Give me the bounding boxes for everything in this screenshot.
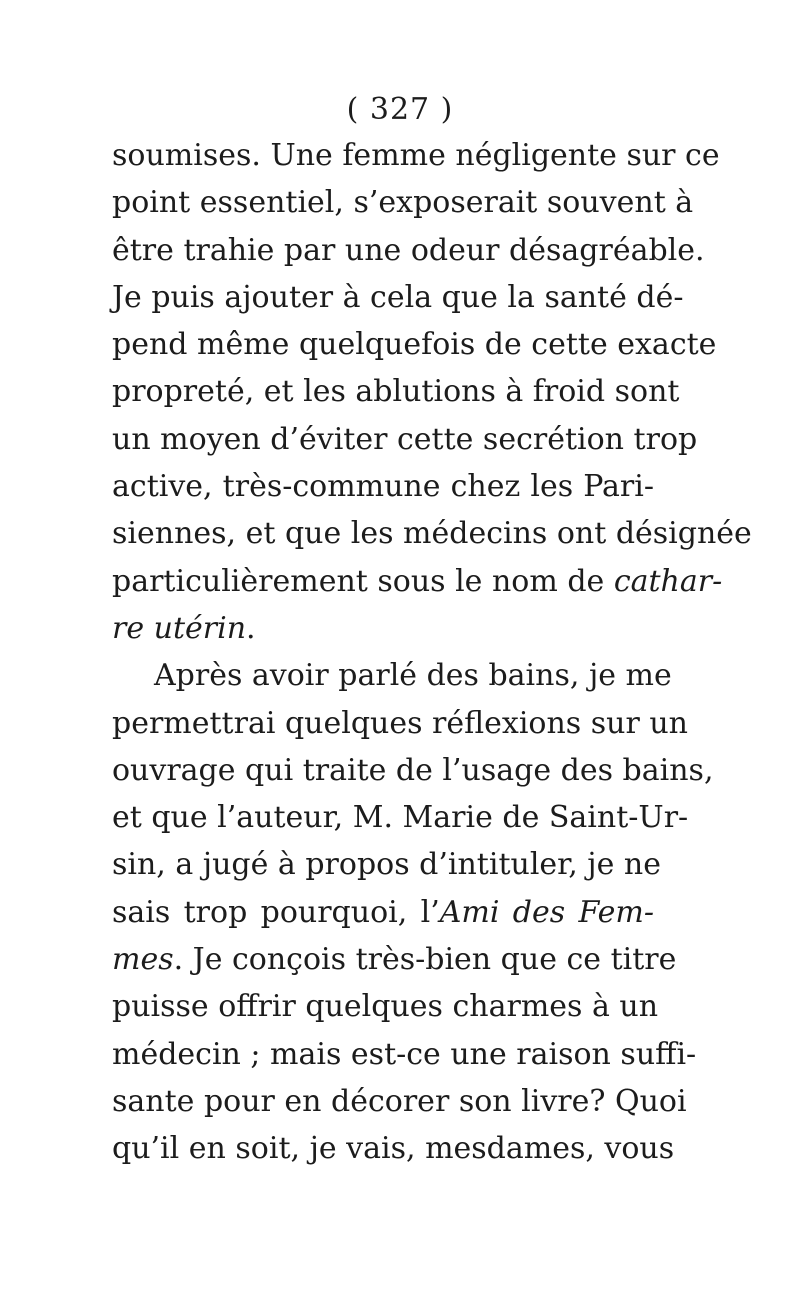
text-line: qu’il en soit, je vais, mesdames, vous [112, 1131, 675, 1167]
text-line: être trahie par une odeur désagréable. [112, 232, 705, 268]
italic-text: Ami des Fem- [439, 894, 654, 930]
text-line: point essentiel, s’exposerait souvent à [112, 185, 694, 221]
text-line: sante pour en décorer son livre? Quoi [112, 1083, 687, 1119]
text-line: Je puis ajouter à cela que la santé dé- [112, 279, 684, 315]
text-line: et que l’auteur, M. Marie de Saint-Ur- [112, 800, 689, 836]
italic-text: mes [112, 942, 174, 978]
text-line: médecin ; mais est-ce une raison suffi- [112, 1036, 697, 1072]
text-line: ouvrage qui traite de l’usage des bains, [112, 752, 714, 788]
text-line: siennes, et que les médecins ont désignée [112, 516, 752, 552]
text-line: sin, a jugé à propos d’intituler, je ne [112, 847, 661, 883]
text-line: permettrai quelques réflexions sur un [112, 705, 688, 741]
text-line [112, 605, 654, 652]
text-line: propreté, et les ablutions à froid sont [112, 374, 680, 410]
line-text: . [246, 610, 256, 646]
text-line [112, 936, 677, 983]
line-text: sais trop pourquoi, l’ [112, 894, 440, 930]
line-text: . Je conçois très-bien que ce titre [173, 942, 677, 978]
page-number: ( 327 ) [346, 92, 454, 127]
text-line: puisse offrir quelques charmes à un [112, 989, 659, 1025]
italic-text: re utérin [112, 610, 247, 646]
text-line: un moyen d’éviter cette secrétion trop [112, 421, 698, 457]
text-line [112, 558, 723, 605]
text-line: active, très-commune chez les Pari- [112, 469, 654, 505]
italic-text: cathar- [613, 563, 723, 599]
text-line: soumises. Une femme négligente sur ce [112, 138, 720, 173]
body-text [112, 132, 752, 1173]
line-text: particulièrement sous le nom de [112, 563, 614, 599]
paragraph-start-line: Après avoir parlé des bains, je me [154, 658, 672, 694]
text-line [112, 889, 654, 936]
text-line: pend même quelquefois de cette exacte [112, 327, 717, 363]
